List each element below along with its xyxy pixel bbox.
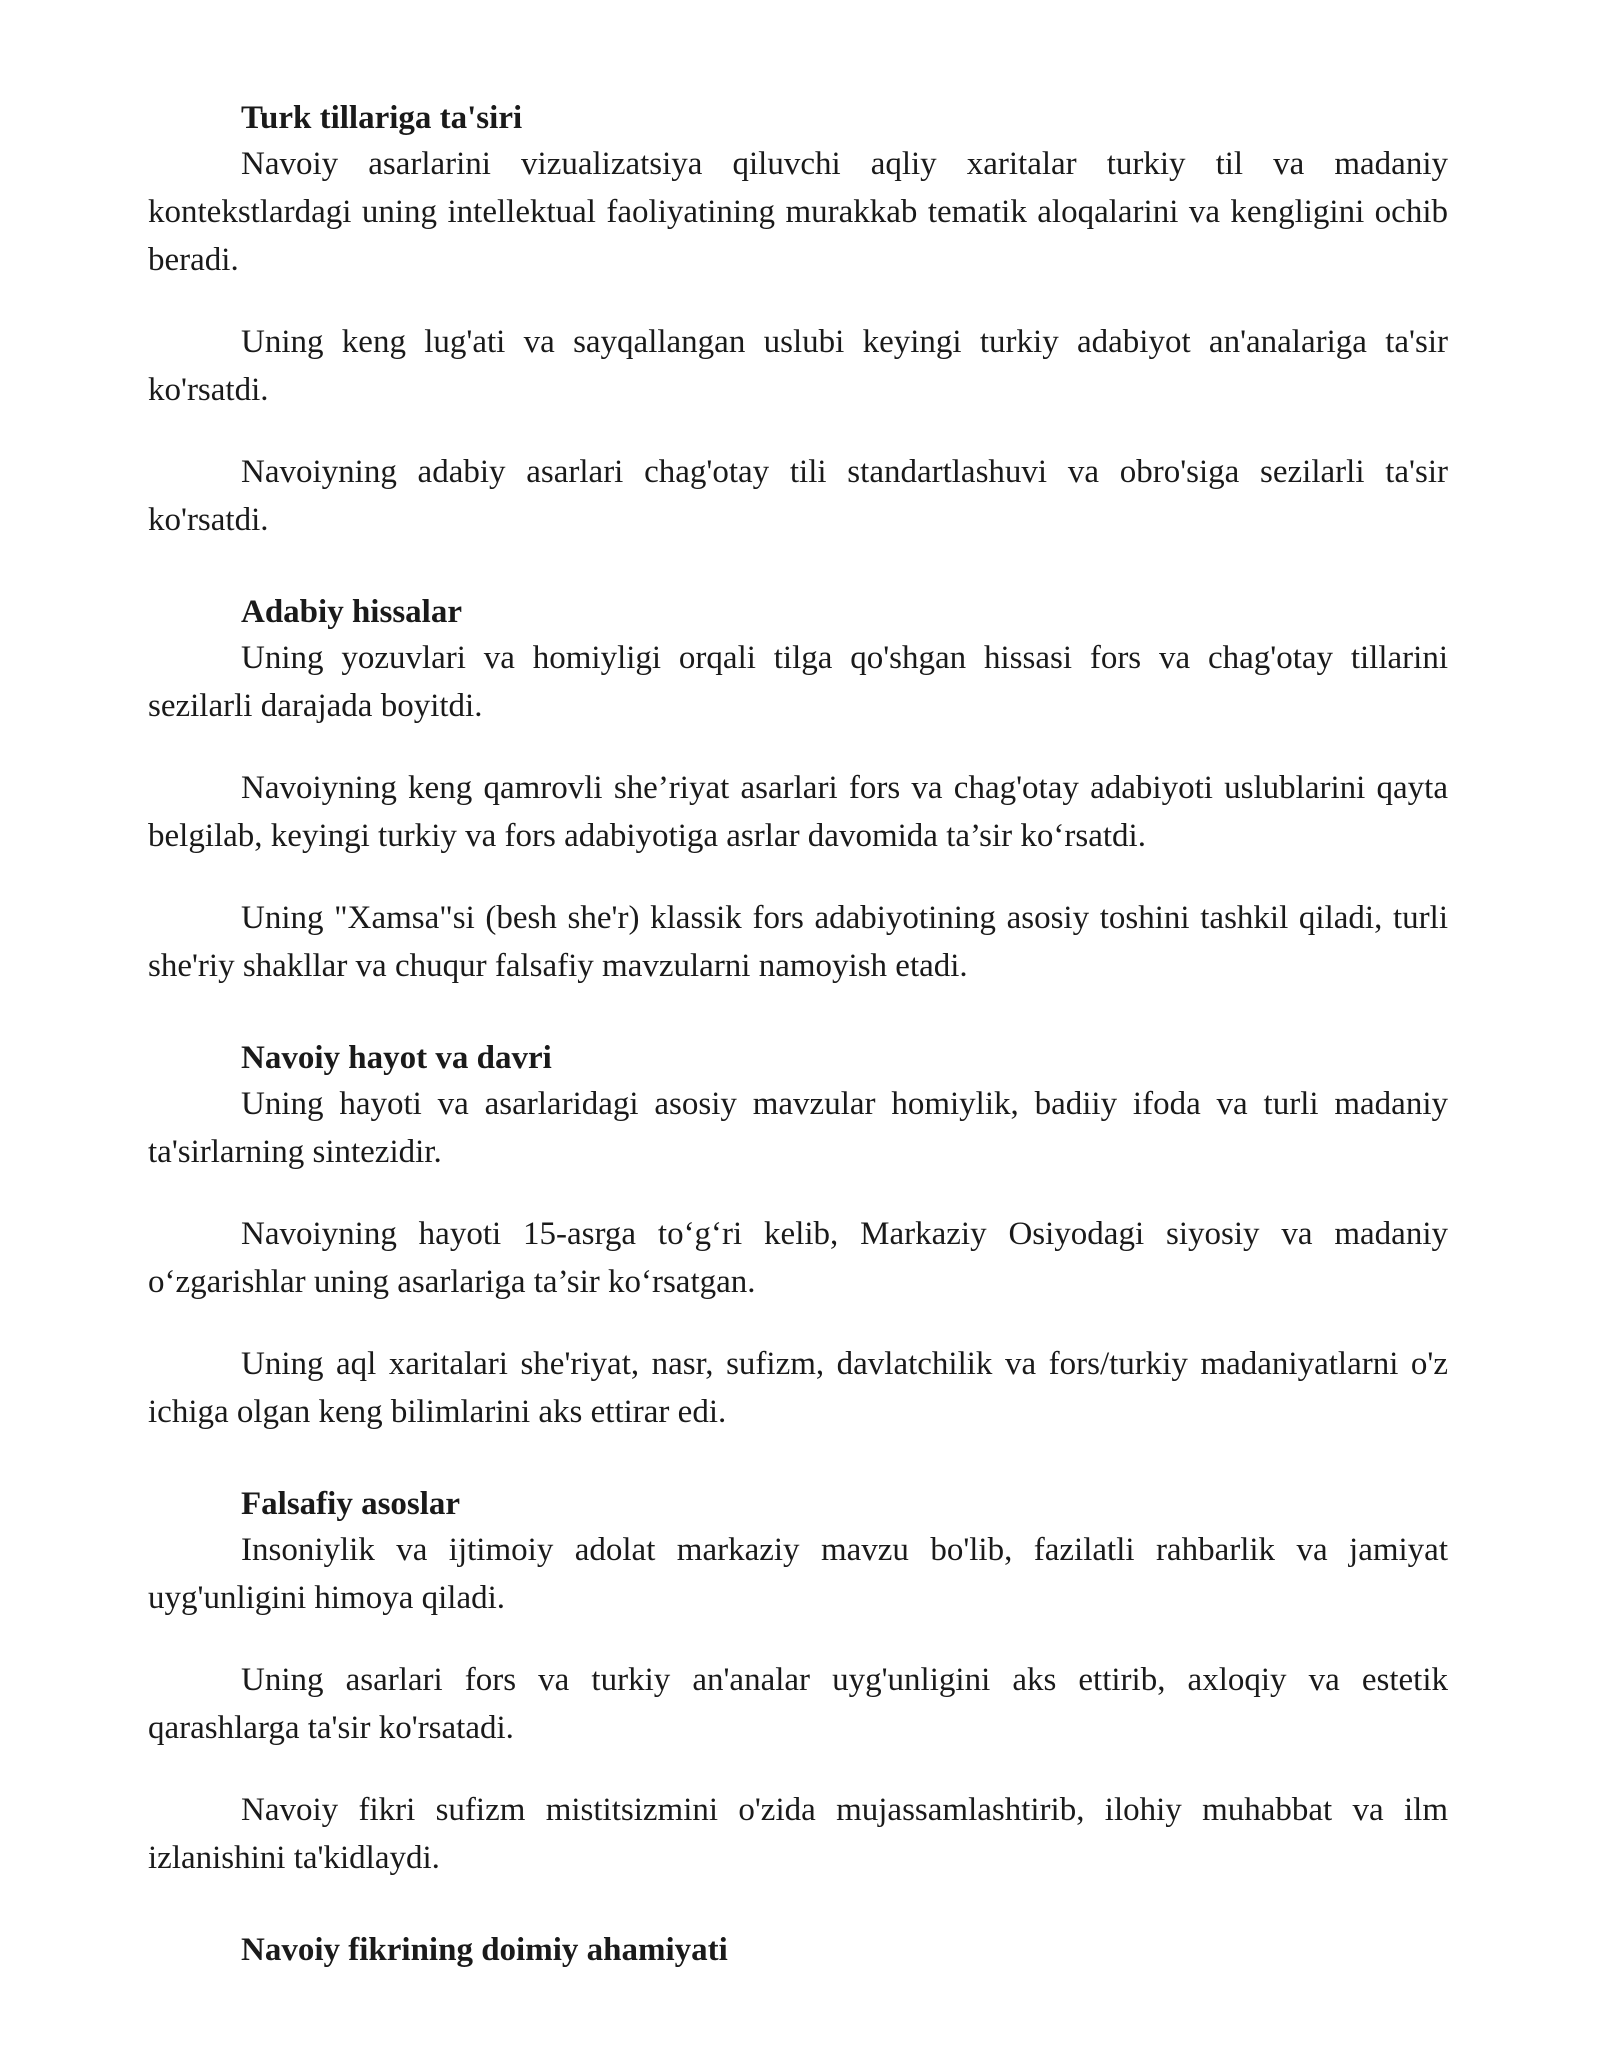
paragraph: Navoiyning keng qamrovli she’riyat asarlari fors va chag'otay adabiyoti uslublarini qayta belgilab, keyingi turkiy va fors adabiyotiga asrlar davomida ta’sir ko‘rsatdi.	[148, 770, 1448, 854]
section-falsafiy-asoslar	[148, 1482, 1448, 1882]
section-heading: Turk tillariga ta'siri	[241, 100, 523, 136]
paragraph: Uning "Xamsa"si (besh she'r) klassik fors adabiyotining asosiy toshini tashkil qiladi, turli she'riy shakllar va chuqur falsafiy mavzularni namoyish etadi.	[148, 900, 1448, 984]
section-heading: Navoiy hayot va davri	[241, 1040, 552, 1076]
document-page	[148, 96, 1448, 1972]
section-heading: Falsafiy asoslar	[241, 1486, 461, 1522]
section-adabiy-hissalar	[148, 590, 1448, 990]
paragraph: Navoiyning adabiy asarlari chag'otay tili standartlashuvi va obro'siga sezilarli ta'sir ko'rsatdi.	[148, 454, 1448, 538]
paragraph: Uning aql xaritalari she'riyat, nasr, sufizm, davlatchilik va fors/turkiy madaniyatlarni o'z ichiga olgan keng bilimlarini aks ettirar edi.	[148, 1346, 1448, 1430]
paragraph: Uning keng lug'ati va sayqallangan uslubi keyingi turkiy adabiyot an'analariga ta'sir ko'rsatdi.	[148, 324, 1448, 408]
paragraph: Uning yozuvlari va homiyligi orqali tilga qo'shgan hissasi fors va chag'otay tillarini sezilarli darajada boyitdi.	[148, 640, 1448, 724]
section-navoiy-hayot-va-davri	[148, 1036, 1448, 1436]
paragraph: Navoiy fikri sufizm mistitsizmini o'zida mujassamlashtirib, ilohiy muhabbat va ilm izlanishini ta'kidlaydi.	[148, 1792, 1448, 1876]
paragraph: Navoiyning hayoti 15-asrga to‘g‘ri kelib, Markaziy Osiyodagi siyosiy va madaniy o‘zgarishlar uning asarlariga ta’sir ko‘rsatgan.	[148, 1216, 1448, 1300]
paragraph: Uning hayoti va asarlaridagi asosiy mavzular homiylik, badiiy ifoda va turli madaniy ta'sirlarning sintezidir.	[148, 1086, 1448, 1170]
paragraph: Insoniylik va ijtimoiy adolat markaziy mavzu bo'lib, fazilatli rahbarlik va jamiyat uyg'unligini himoya qiladi.	[148, 1532, 1448, 1616]
section-turk-tillariga-tasiri	[148, 96, 1448, 544]
paragraph: Navoiy asarlarini vizualizatsiya qiluvchi aqliy xaritalar turkiy til va madaniy kontekstlardagi uning intellektual faoliyatining murakkab tematik aloqalarini va kengligini ochib beradi.	[148, 146, 1448, 278]
section-heading: Navoiy fikrining doimiy ahamiyati	[241, 1932, 728, 1968]
paragraph: Uning asarlari fors va turkiy an'analar uyg'unligini aks ettirib, axloqiy va estetik qarashlarga ta'sir ko'rsatadi.	[148, 1662, 1448, 1746]
section-doimiy-ahamiyati	[148, 1928, 1448, 1972]
section-heading: Adabiy hissalar	[241, 594, 462, 630]
